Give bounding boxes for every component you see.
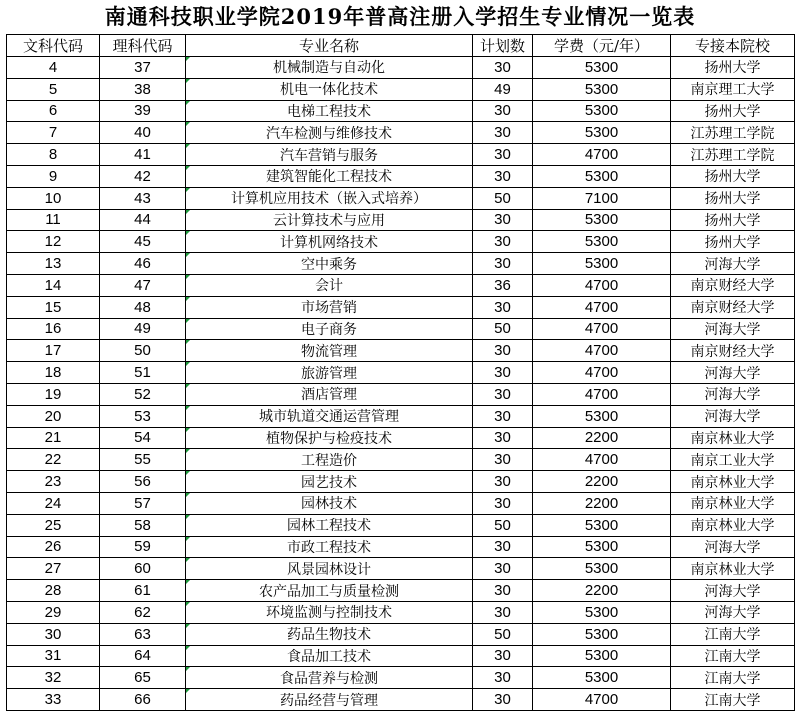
science-code-cell: 47: [100, 274, 186, 296]
science-code-cell: 59: [100, 536, 186, 558]
major-name-cell: 会计: [186, 274, 473, 296]
table-header-row: [7, 35, 795, 57]
plan-count-cell: 30: [473, 231, 533, 253]
arts-code-cell: 28: [7, 580, 100, 602]
transfer-school-cell: 南京财经大学: [671, 340, 795, 362]
tuition-fee-cell: 5300: [533, 667, 671, 689]
table-row: [7, 689, 795, 711]
transfer-school-cell: 南京理工大学: [671, 78, 795, 100]
tuition-fee-cell: 5300: [533, 253, 671, 275]
transfer-school-cell: 江南大学: [671, 689, 795, 711]
major-name-cell: 园林技术: [186, 492, 473, 514]
tuition-fee-cell: 5300: [533, 514, 671, 536]
arts-code-cell: 32: [7, 667, 100, 689]
column-header-major: 专业名称: [186, 35, 473, 57]
arts-code-cell: 16: [7, 318, 100, 340]
major-name-cell: 电子商务: [186, 318, 473, 340]
column-header-fee: 学费（元/年）: [533, 35, 671, 57]
tuition-fee-cell: 4700: [533, 689, 671, 711]
science-code-cell: 57: [100, 492, 186, 514]
transfer-school-cell: 南京林业大学: [671, 492, 795, 514]
tuition-fee-cell: 7100: [533, 187, 671, 209]
plan-count-cell: 30: [473, 580, 533, 602]
tuition-fee-cell: 5300: [533, 57, 671, 79]
column-header-science-code: 理科代码: [100, 35, 186, 57]
transfer-school-cell: 南京林业大学: [671, 514, 795, 536]
major-name-cell: 物流管理: [186, 340, 473, 362]
tuition-fee-cell: 5300: [533, 623, 671, 645]
table-row: [7, 601, 795, 623]
science-code-cell: 46: [100, 253, 186, 275]
major-name-cell: 空中乘务: [186, 253, 473, 275]
plan-count-cell: 30: [473, 667, 533, 689]
transfer-school-cell: 河海大学: [671, 253, 795, 275]
science-code-cell: 55: [100, 449, 186, 471]
plan-count-cell: 50: [473, 514, 533, 536]
major-name-cell: 酒店管理: [186, 383, 473, 405]
transfer-school-cell: 江南大学: [671, 645, 795, 667]
major-name-cell: 农产品加工与质量检测: [186, 580, 473, 602]
table-row: [7, 471, 795, 493]
science-code-cell: 43: [100, 187, 186, 209]
plan-count-cell: 30: [473, 536, 533, 558]
table-row: [7, 231, 795, 253]
arts-code-cell: 10: [7, 187, 100, 209]
arts-code-cell: 9: [7, 165, 100, 187]
major-name-cell: 汽车营销与服务: [186, 144, 473, 166]
tuition-fee-cell: 4700: [533, 383, 671, 405]
tuition-fee-cell: 4700: [533, 144, 671, 166]
transfer-school-cell: 江南大学: [671, 667, 795, 689]
science-code-cell: 41: [100, 144, 186, 166]
science-code-cell: 37: [100, 57, 186, 79]
plan-count-cell: 30: [473, 601, 533, 623]
table-row: [7, 558, 795, 580]
tuition-fee-cell: 4700: [533, 362, 671, 384]
major-name-cell: 工程造价: [186, 449, 473, 471]
plan-count-cell: 30: [473, 471, 533, 493]
arts-code-cell: 22: [7, 449, 100, 471]
table-row: [7, 165, 795, 187]
table-row: [7, 645, 795, 667]
table-row: [7, 492, 795, 514]
tuition-fee-cell: 5300: [533, 122, 671, 144]
transfer-school-cell: 扬州大学: [671, 100, 795, 122]
major-name-cell: 汽车检测与维修技术: [186, 122, 473, 144]
transfer-school-cell: 扬州大学: [671, 165, 795, 187]
transfer-school-cell: 扬州大学: [671, 187, 795, 209]
science-code-cell: 62: [100, 601, 186, 623]
arts-code-cell: 29: [7, 601, 100, 623]
science-code-cell: 38: [100, 78, 186, 100]
major-name-cell: 风景园林设计: [186, 558, 473, 580]
table-row: [7, 427, 795, 449]
science-code-cell: 65: [100, 667, 186, 689]
arts-code-cell: 19: [7, 383, 100, 405]
tuition-fee-cell: 5300: [533, 645, 671, 667]
transfer-school-cell: 河海大学: [671, 383, 795, 405]
tuition-fee-cell: 2200: [533, 492, 671, 514]
major-name-cell: 机电一体化技术: [186, 78, 473, 100]
arts-code-cell: 17: [7, 340, 100, 362]
table-row: [7, 449, 795, 471]
page-title: 南通科技职业学院2019年普高注册入学招生专业情况一览表: [104, 4, 696, 29]
arts-code-cell: 14: [7, 274, 100, 296]
plan-count-cell: 36: [473, 274, 533, 296]
arts-code-cell: 25: [7, 514, 100, 536]
major-name-cell: 电梯工程技术: [186, 100, 473, 122]
arts-code-cell: 31: [7, 645, 100, 667]
plan-count-cell: 50: [473, 318, 533, 340]
arts-code-cell: 13: [7, 253, 100, 275]
column-header-school: 专接本院校: [671, 35, 795, 57]
table-row: [7, 78, 795, 100]
table-row: [7, 405, 795, 427]
major-name-cell: 环境监测与控制技术: [186, 601, 473, 623]
table-row: [7, 144, 795, 166]
plan-count-cell: 30: [473, 427, 533, 449]
plan-count-cell: 30: [473, 449, 533, 471]
plan-count-cell: 30: [473, 558, 533, 580]
transfer-school-cell: 扬州大学: [671, 209, 795, 231]
plan-count-cell: 30: [473, 122, 533, 144]
plan-count-cell: 49: [473, 78, 533, 100]
tuition-fee-cell: 5300: [533, 601, 671, 623]
tuition-fee-cell: 4700: [533, 340, 671, 362]
science-code-cell: 58: [100, 514, 186, 536]
transfer-school-cell: 南京工业大学: [671, 449, 795, 471]
plan-count-cell: 30: [473, 100, 533, 122]
table-row: [7, 253, 795, 275]
table-row: [7, 318, 795, 340]
tuition-fee-cell: 5300: [533, 209, 671, 231]
tuition-fee-cell: 2200: [533, 471, 671, 493]
arts-code-cell: 20: [7, 405, 100, 427]
tuition-fee-cell: 5300: [533, 558, 671, 580]
transfer-school-cell: 河海大学: [671, 318, 795, 340]
science-code-cell: 52: [100, 383, 186, 405]
major-name-cell: 市场营销: [186, 296, 473, 318]
table-row: [7, 187, 795, 209]
tuition-fee-cell: 4700: [533, 449, 671, 471]
table-row: [7, 340, 795, 362]
plan-count-cell: 30: [473, 645, 533, 667]
tuition-fee-cell: 5300: [533, 78, 671, 100]
transfer-school-cell: 江苏理工学院: [671, 122, 795, 144]
transfer-school-cell: 河海大学: [671, 536, 795, 558]
transfer-school-cell: 河海大学: [671, 362, 795, 384]
table-row: [7, 383, 795, 405]
plan-count-cell: 30: [473, 689, 533, 711]
arts-code-cell: 8: [7, 144, 100, 166]
tuition-fee-cell: 5300: [533, 405, 671, 427]
arts-code-cell: 11: [7, 209, 100, 231]
tuition-fee-cell: 5300: [533, 231, 671, 253]
major-name-cell: 市政工程技术: [186, 536, 473, 558]
major-name-cell: 园林工程技术: [186, 514, 473, 536]
transfer-school-cell: 南京林业大学: [671, 427, 795, 449]
arts-code-cell: 18: [7, 362, 100, 384]
arts-code-cell: 6: [7, 100, 100, 122]
transfer-school-cell: 扬州大学: [671, 231, 795, 253]
table-row: [7, 536, 795, 558]
tuition-fee-cell: 4700: [533, 318, 671, 340]
science-code-cell: 61: [100, 580, 186, 602]
column-header-plan: 计划数: [473, 35, 533, 57]
transfer-school-cell: 河海大学: [671, 601, 795, 623]
science-code-cell: 66: [100, 689, 186, 711]
major-name-cell: 植物保护与检疫技术: [186, 427, 473, 449]
transfer-school-cell: 河海大学: [671, 580, 795, 602]
arts-code-cell: 15: [7, 296, 100, 318]
arts-code-cell: 24: [7, 492, 100, 514]
table-row: [7, 580, 795, 602]
major-name-cell: 园艺技术: [186, 471, 473, 493]
arts-code-cell: 27: [7, 558, 100, 580]
plan-count-cell: 30: [473, 296, 533, 318]
arts-code-cell: 26: [7, 536, 100, 558]
plan-count-cell: 50: [473, 623, 533, 645]
major-name-cell: 药品经营与管理: [186, 689, 473, 711]
major-name-cell: 城市轨道交通运营管理: [186, 405, 473, 427]
plan-count-cell: 30: [473, 165, 533, 187]
science-code-cell: 51: [100, 362, 186, 384]
arts-code-cell: 4: [7, 57, 100, 79]
science-code-cell: 64: [100, 645, 186, 667]
arts-code-cell: 30: [7, 623, 100, 645]
major-name-cell: 机械制造与自动化: [186, 57, 473, 79]
major-name-cell: 建筑智能化工程技术: [186, 165, 473, 187]
major-name-cell: 云计算技术与应用: [186, 209, 473, 231]
plan-count-cell: 30: [473, 340, 533, 362]
major-name-cell: 计算机应用技术（嵌入式培养）: [186, 187, 473, 209]
table-row: [7, 274, 795, 296]
plan-count-cell: 30: [473, 362, 533, 384]
science-code-cell: 56: [100, 471, 186, 493]
major-name-cell: 旅游管理: [186, 362, 473, 384]
major-name-cell: 食品加工技术: [186, 645, 473, 667]
science-code-cell: 50: [100, 340, 186, 362]
table-row: [7, 296, 795, 318]
plan-count-cell: 30: [473, 405, 533, 427]
tuition-fee-cell: 5300: [533, 165, 671, 187]
arts-code-cell: 12: [7, 231, 100, 253]
arts-code-cell: 23: [7, 471, 100, 493]
science-code-cell: 42: [100, 165, 186, 187]
plan-count-cell: 30: [473, 383, 533, 405]
arts-code-cell: 21: [7, 427, 100, 449]
science-code-cell: 40: [100, 122, 186, 144]
tuition-fee-cell: 5300: [533, 100, 671, 122]
transfer-school-cell: 江南大学: [671, 623, 795, 645]
transfer-school-cell: 江苏理工学院: [671, 144, 795, 166]
table-row: [7, 209, 795, 231]
column-header-arts-code: 文科代码: [7, 35, 100, 57]
major-name-cell: 药品生物技术: [186, 623, 473, 645]
arts-code-cell: 5: [7, 78, 100, 100]
plan-count-cell: 30: [473, 144, 533, 166]
science-code-cell: 49: [100, 318, 186, 340]
table-row: [7, 100, 795, 122]
enrollment-table: [6, 34, 795, 711]
table-row: [7, 623, 795, 645]
tuition-fee-cell: 5300: [533, 536, 671, 558]
tuition-fee-cell: 2200: [533, 427, 671, 449]
transfer-school-cell: 河海大学: [671, 405, 795, 427]
science-code-cell: 45: [100, 231, 186, 253]
plan-count-cell: 30: [473, 209, 533, 231]
science-code-cell: 53: [100, 405, 186, 427]
table-row: [7, 514, 795, 536]
transfer-school-cell: 南京财经大学: [671, 274, 795, 296]
major-name-cell: 计算机网络技术: [186, 231, 473, 253]
table-body: [7, 57, 795, 711]
tuition-fee-cell: 2200: [533, 580, 671, 602]
arts-code-cell: 33: [7, 689, 100, 711]
science-code-cell: 63: [100, 623, 186, 645]
major-name-cell: 食品营养与检测: [186, 667, 473, 689]
table-row: [7, 122, 795, 144]
arts-code-cell: 7: [7, 122, 100, 144]
table-row: [7, 57, 795, 79]
plan-count-cell: 30: [473, 492, 533, 514]
table-row: [7, 667, 795, 689]
transfer-school-cell: 南京林业大学: [671, 558, 795, 580]
science-code-cell: 60: [100, 558, 186, 580]
science-code-cell: 48: [100, 296, 186, 318]
plan-count-cell: 30: [473, 253, 533, 275]
science-code-cell: 44: [100, 209, 186, 231]
transfer-school-cell: 南京林业大学: [671, 471, 795, 493]
tuition-fee-cell: 4700: [533, 296, 671, 318]
science-code-cell: 39: [100, 100, 186, 122]
tuition-fee-cell: 4700: [533, 274, 671, 296]
plan-count-cell: 50: [473, 187, 533, 209]
science-code-cell: 54: [100, 427, 186, 449]
plan-count-cell: 30: [473, 57, 533, 79]
transfer-school-cell: 扬州大学: [671, 57, 795, 79]
transfer-school-cell: 南京财经大学: [671, 296, 795, 318]
table-row: [7, 362, 795, 384]
